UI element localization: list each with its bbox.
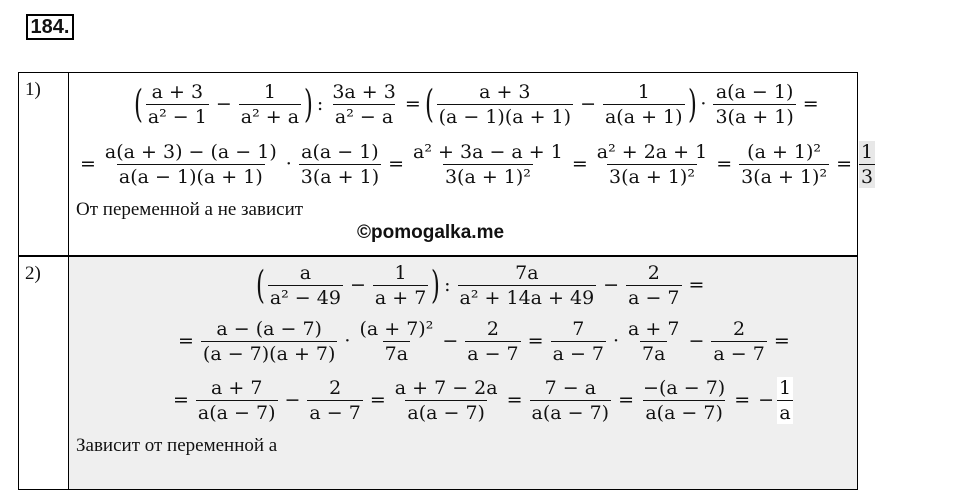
row-1-line-2: = $\frac{a(a + 3) - (a - 1)}{a(a - 1)(a + 1)}$ · $\frac{a(a - 1)}{3(a + 1)}$ = $\frac{\text{a² + 3a − a + 1}}{\text{3(a + 1)²}}$ = $\frac{\text{a² + 2a + 1}}{\text{3(a + 1)²}}$ = $\frac{\text{(a + 1)²}}{\text{3(a + 1)²}}$ = $\frac{1}{3}$ [80,140,874,188]
row-2-line-3: = $\frac{a + 7}{a(a - 7)}$ − $\frac{2}{a - 7}$ = $\frac{a + 7 - 2a}{a(a - 7)}$ = $\frac{7 - a}{a(a - 7)}$ = $\frac{-(a - 7)}{a(a - 7)}$ = − $\frac{1}{a}$ [173,376,792,424]
fraction: $\frac{1}{a + 7}$ [374,261,427,309]
fraction: $\frac{a(a + 3) - (a - 1)}{a(a - 1)(a + 1)}$ [104,140,277,188]
problem-number: 184. [26,14,74,40]
fraction: $\frac{-(a - 7)}{a(a - 7)}$ [643,376,726,424]
fraction: $\frac{a - (a - 7)}{(a - 7)(a + 7)}$ [202,317,336,365]
fraction: $\frac{a(a - 1)}{3(a + 1)}$ [715,80,794,128]
fraction: $\frac{a + 7 - 2a}{a(a - 7)}$ [394,376,498,424]
fraction: $\frac{a + 7}{a(a - 7)}$ [197,376,276,424]
fraction: $\frac{2}{a - 7}$ [309,376,361,424]
row-2-line-2: = $\frac{a - (a - 7)}{(a - 7)(a + 7)}$ · $\frac{\text{(a + 7)²}}{7a}$ − $\frac{2}{a - 7}$ = $\frac{7}{a - 7}$ · $\frac{a + 7}{7a}$ − $\frac{2}{a - 7}$ = [178,317,790,365]
fraction: $\frac{2}{a - 7}$ [467,317,519,365]
column-divider [68,73,69,489]
fraction: $\frac{7a}{\text{a² + 14a + 49}}$ [459,261,595,309]
fraction: $\frac{7}{a - 7}$ [552,317,604,365]
result-fraction: $\frac{1}{a}$ [779,376,792,424]
fraction: $\frac{2}{a - 7}$ [628,261,680,309]
fraction: $\frac{\text{(a + 1)²}}{\text{3(a + 1)²}}$ [741,140,828,188]
fraction: $\frac{a}{\text{a² − 49}}$ [269,261,341,309]
row-2-label: 2) [25,263,41,284]
row-1-label: 1) [25,79,41,100]
fraction: $\frac{7 - a}{a(a - 7)}$ [531,376,610,424]
row-1-note: От переменной a не зависит [76,199,304,220]
watermark: ©pomogalka.me [357,222,505,243]
fraction: $\frac{1}{a(a + 1)}$ [604,80,683,128]
fraction: $\frac{\text{a² + 2a + 1}}{\text{3(a + 1)²}}$ [596,140,708,188]
fraction: $\frac{a(a - 1)}{3(a + 1)}$ [300,140,380,188]
fraction: $\frac{a + 7}{7a}$ [628,317,680,365]
fraction: $\frac{3a + 3}{\text{a² − a}}$ [332,80,396,128]
fraction: $\frac{a + 3}{\text{a² − 1}}$ [147,80,207,128]
fraction: $\frac{\text{(a + 7)²}}{7a}$ [359,317,434,365]
row-2-line-1: ( $\frac{a}{\text{a² − 49}}$ − $\frac{1}{a + 7}$ ) : $\frac{7a}{\text{a² + 14a + 49}}$ − $\frac{2}{a - 7}$ = [255,261,705,309]
solution-table [18,72,874,490]
fraction: $\frac{\text{a² + 3a − a + 1}}{\text{3(a + 1)²}}$ [413,140,563,188]
row-2-note: Зависит от переменной a [76,435,278,456]
fraction: $\frac{a + 3}{(a - 1)(a + 1)}$ [438,80,572,128]
result-fraction: $\frac{1}{3}$ [861,140,874,188]
row-1-line-1: ( $\frac{a + 3}{\text{a² − 1}}$ − $\frac{1}{\text{a² + a}}$ ) : $\frac{3a + 3}{\text{a² − a}}$ = ( $\frac{a + 3}{(a - 1)(a + 1)}$ − $\frac{1}{a(a + 1)}$ ) · $\frac{a(a - 1)}{3(a + 1)}$ = [133,80,819,128]
fraction: $\frac{1}{\text{a² + a}}$ [240,80,300,128]
fraction: $\frac{2}{a - 7}$ [713,317,765,365]
